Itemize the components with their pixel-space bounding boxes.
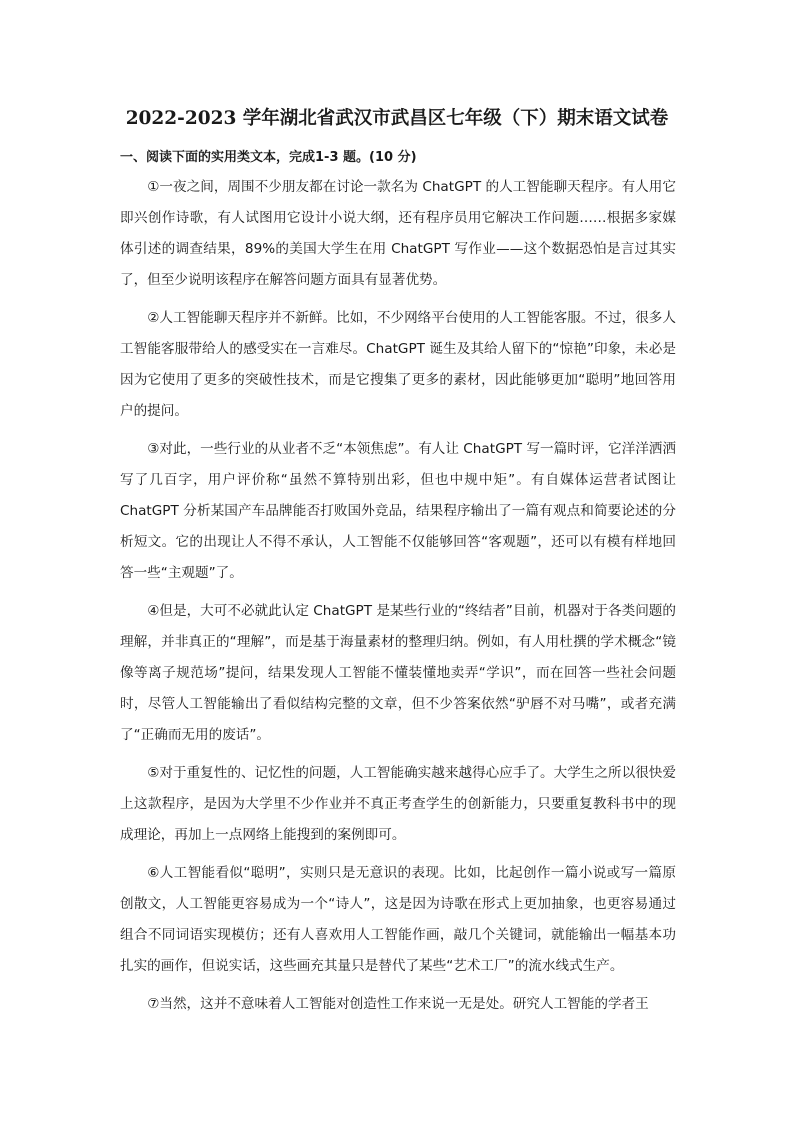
- paragraph-7: ⑦当然，这并不意味着人工智能对创造性工作来说一无是处。研究人工智能的学者王: [147, 996, 649, 1012]
- paragraph-1: ①一夜之间，周围不少朋友都在讨论一款名为 ChatGPT 的人工智能聊天程序。有人用它即兴创作诗歌，有人试图用它设计小说大纲，还有程序员用它解决工作问题……根据多家媒体引述的调查结果，89%的美国大学生在用 ChatGPT 写作业——这个数据恐怕是言过其实了，但至少说明该程序在解答问题方面具有显著优势。: [120, 179, 676, 288]
- paragraph-4: ④但是，大可不必就此认定 ChatGPT 是某些行业的“终结者”目前，机器对于各类问题的理解，并非真正的“理解”，而是基于海量素材的整理归纳。例如，有人用杜撰的学术概念“镜像等离子规范场”提问，结果发现人工智能不懂装懂地卖弄“学识”，而在回答一些社会问题时，尽管人工智能输出了看似结构完整的文章，但不少答案依然“驴唇不对马嘴”，或者充满了“正确而无用的废话”。: [120, 603, 676, 743]
- paragraph-6: ⑥人工智能看似“聪明”，实则只是无意识的表现。比如，比起创作一篇小说或写一篇原创散文，人工智能更容易成为一个“诗人”，这是因为诗歌在形式上更加抽象，也更容易通过组合不同词语实现模仿；还有人喜欢用人工智能作画，敲几个关键词，就能输出一幅基本功扎实的画作，但说实话，这些画充其量只是替代了某些“艺术工厂”的流水线式生产。: [120, 865, 676, 974]
- paragraph-5: ⑤对于重复性的、记忆性的问题，人工智能确实越来越得心应手了。大学生之所以很快爱上这款程序，是因为大学里不少作业并不真正考查学生的创新能力，只要重复教科书中的现成理论，再加上一点网络上能搜到的案例即可。: [120, 765, 676, 843]
- paragraph-3: ③对此，一些行业的从业者不乏“本领焦虑”。有人让 ChatGPT 写一篇时评，它洋洋洒洒写了几百字，用户评价称“虽然不算特别出彩，但也中规中矩”。有自媒体运营者试图让 ChatGPT 分析某国产车品牌能否打败国外竞品，结果程序输出了一篇有观点和简要论述的分析短文。它的出现让人不得不承认，人工智能不仅能够回答“客观题”，还可以有模有样地回答一些“主观题”了。: [120, 441, 676, 581]
- paragraph-2: ②人工智能聊天程序并不新鲜。比如，不少网络平台使用的人工智能客服。不过，很多人工智能客服带给人的感受实在一言难尽。ChatGPT 诞生及其给人留下的“惊艳”印象，未必是因为它使用了更多的突破性技术，而是它搜集了更多的素材，因此能够更加“聪明”地回答用户的提问。: [120, 310, 676, 419]
- page-title: 2022-2023 学年湖北省武汉市武昌区七年级（下）期末语文试卷: [125, 108, 669, 129]
- section-heading: 一、阅读下面的实用类文本，完成1-3 题。(10 分): [120, 150, 417, 165]
- passage-body: [120, 172, 676, 1027]
